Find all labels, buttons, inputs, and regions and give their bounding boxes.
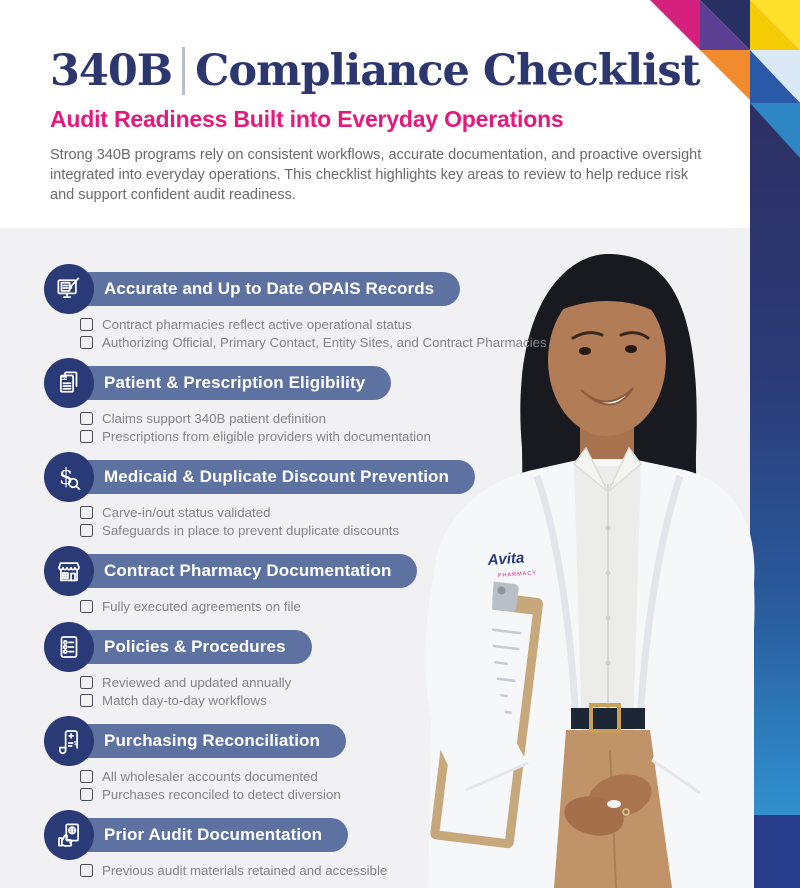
checkbox[interactable] <box>80 676 93 689</box>
section-title-pill <box>61 366 391 400</box>
checklist-item-label: Prescriptions from eligible providers with documentation <box>102 429 431 444</box>
checkbox[interactable] <box>80 336 93 349</box>
section-items <box>80 862 584 879</box>
title-divider <box>182 47 185 95</box>
checkbox[interactable] <box>80 506 93 519</box>
side-accent-bar <box>750 100 800 815</box>
section-title-pill <box>64 460 475 494</box>
section-title: Purchasing Reconciliation <box>104 731 320 750</box>
checklist-item <box>80 334 584 351</box>
checklist-item-label: Authorizing Official, Primary Contact, Entity Sites, and Contract Pharmacies <box>102 335 547 350</box>
section-header <box>44 264 584 314</box>
checklist-section <box>44 622 584 709</box>
policies-checklist-icon <box>54 632 84 662</box>
checklist-item <box>80 786 584 803</box>
section-icon-circle <box>44 622 94 672</box>
section-icon-circle <box>44 452 94 502</box>
page-title-prefix: 340B <box>50 46 173 96</box>
svg-text:$: $ <box>59 463 74 490</box>
section-title: Medicaid & Duplicate Discount Prevention <box>104 467 450 486</box>
intro-paragraph: Strong 340B programs rely on consistent workflows, accurate documentation, and proactive oversight integrated into everyday operations. This checklist highlights key areas to review to help reduce risk and support confident audit readiness. <box>50 147 702 203</box>
section-icon-circle <box>44 546 94 596</box>
thumbs-up-audit-icon <box>54 820 84 850</box>
checkbox[interactable] <box>80 864 93 877</box>
purchase-receipt-icon <box>54 726 84 756</box>
checklist-item <box>80 862 584 879</box>
section-title: Policies & Procedures <box>104 637 286 656</box>
section-items <box>80 598 584 615</box>
section-title: Patient & Prescription Eligibility <box>104 373 366 392</box>
section-title-pill <box>64 724 346 758</box>
section-items <box>80 674 584 709</box>
section-title-pill <box>64 554 417 588</box>
checklist-item <box>80 692 584 709</box>
section-header <box>44 452 584 502</box>
checklist-item <box>80 428 584 445</box>
checklist-section <box>44 264 584 351</box>
section-items <box>80 504 584 539</box>
rx-documents-icon <box>54 368 84 398</box>
checklist <box>44 264 584 886</box>
checkbox[interactable] <box>80 524 93 537</box>
section-icon-circle <box>44 810 94 860</box>
checklist-section <box>44 810 584 879</box>
checklist-section <box>44 452 584 539</box>
checklist-item-label: Safeguards in place to prevent duplicate discounts <box>102 523 400 538</box>
checklist-item-label: All wholesaler accounts documented <box>102 769 318 784</box>
section-header <box>44 622 584 672</box>
checkbox[interactable] <box>80 412 93 425</box>
section-title-pill <box>64 818 348 852</box>
checklist-item <box>80 598 584 615</box>
section-title: Accurate and Up to Date OPAIS Records <box>104 279 435 298</box>
section-items <box>80 768 584 803</box>
side-accent-footer-block <box>750 815 800 888</box>
checklist-item-label: Reviewed and updated annually <box>102 675 292 690</box>
section-title: Prior Audit Documentation <box>104 825 323 844</box>
section-title-pill <box>64 630 312 664</box>
checkbox[interactable] <box>80 694 93 707</box>
section-title: Contract Pharmacy Documentation <box>104 561 392 580</box>
checkbox[interactable] <box>80 430 93 443</box>
checklist-section <box>44 546 584 615</box>
checkbox[interactable] <box>80 770 93 783</box>
dollar-magnifier-icon <box>54 462 84 492</box>
section-header <box>44 716 584 766</box>
section-header <box>44 810 584 860</box>
checklist-item-label: Fully executed agreements on file <box>102 599 301 614</box>
coat-logo-tagline: PHARMACY <box>497 570 538 579</box>
checklist-section <box>44 716 584 803</box>
checklist-item-label: Carve-in/out status validated <box>102 505 271 520</box>
checklist-item-label: Match day-to-day workflows <box>102 693 267 708</box>
section-items <box>80 316 584 351</box>
svg-text:$: $ <box>73 741 77 748</box>
checklist-item <box>80 504 584 521</box>
checklist-item-label: Claims support 340B patient definition <box>102 411 326 426</box>
section-icon-circle <box>44 358 94 408</box>
checklist-item-label: Previous audit materials retained and accessible <box>102 863 388 878</box>
section-items <box>80 410 584 445</box>
section-header <box>44 546 584 596</box>
monitor-edit-icon <box>54 274 84 304</box>
checklist-section <box>44 358 584 445</box>
checklist-item-label: Contract pharmacies reflect active operational status <box>102 317 412 332</box>
page-title <box>50 46 800 96</box>
checklist-item-label: Purchases reconciled to detect diversion <box>102 787 341 802</box>
svg-text:Rx: Rx <box>61 375 67 381</box>
section-header <box>44 358 584 408</box>
checklist-item <box>80 410 584 427</box>
checkbox[interactable] <box>80 600 93 613</box>
checkbox[interactable] <box>80 788 93 801</box>
coat-logo-name: Avita <box>487 549 525 569</box>
checklist-item <box>80 522 584 539</box>
page-subtitle: Audit Readiness Built into Everyday Operations <box>50 106 564 132</box>
checkbox[interactable] <box>80 318 93 331</box>
checklist-item <box>80 674 584 691</box>
section-icon-circle <box>44 264 94 314</box>
section-icon-circle <box>44 716 94 766</box>
page-title-main: Compliance Checklist <box>195 46 700 96</box>
checklist-item <box>80 768 584 785</box>
pharmacy-storefront-icon <box>54 556 84 586</box>
section-title-pill <box>64 272 460 306</box>
checklist-item <box>80 316 584 333</box>
header <box>0 0 800 205</box>
